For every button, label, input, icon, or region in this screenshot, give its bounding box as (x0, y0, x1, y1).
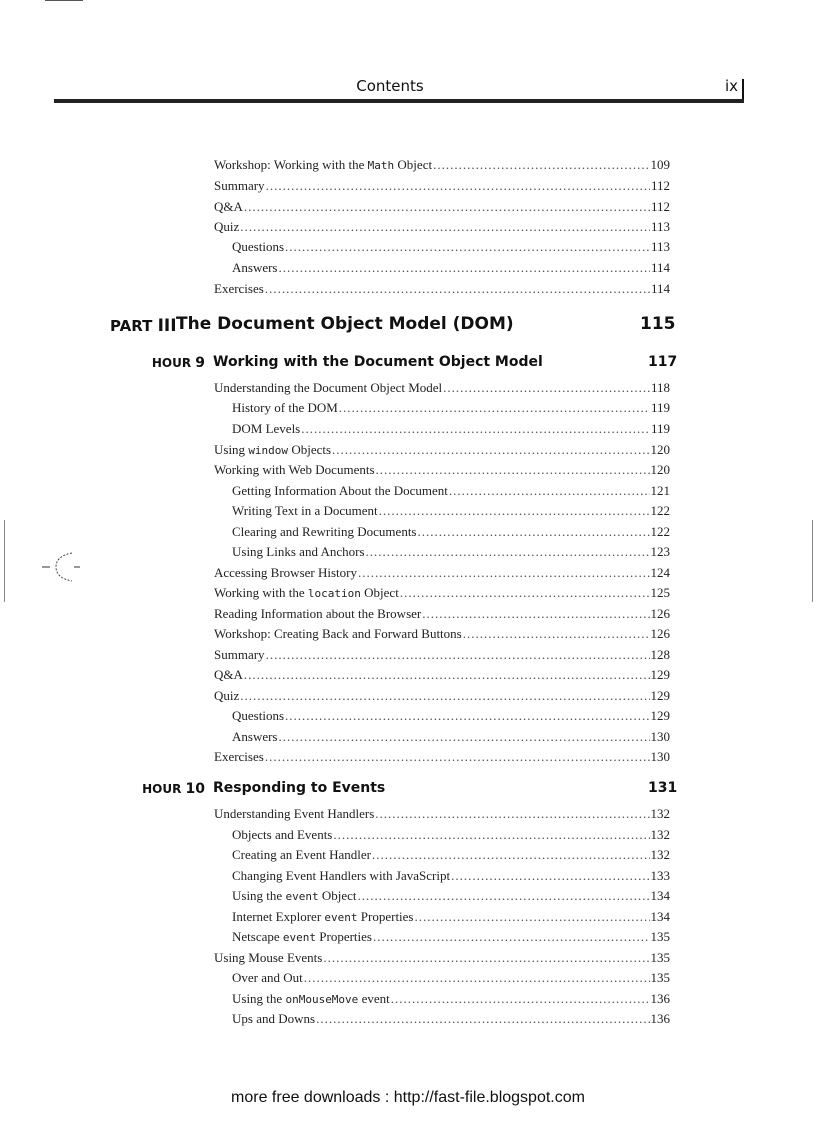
dot-leader (357, 888, 649, 904)
toc-entry-label (232, 847, 371, 863)
part-label (110, 316, 177, 336)
dot-leader (443, 380, 650, 396)
toc-entry[interactable] (232, 991, 670, 1008)
toc-entry-page-number: 130 (650, 749, 670, 764)
part-page-number: 115 (640, 314, 676, 334)
running-header-title: Contents (356, 77, 424, 95)
crop-mark-top (45, 0, 83, 1)
toc-entry-page-number: 122 (650, 503, 670, 518)
toc-entry-text: Workshop: Working with the (214, 157, 368, 172)
toc-entry[interactable] (214, 565, 670, 581)
toc-entry[interactable] (214, 380, 670, 396)
toc-entry-label (232, 991, 390, 1008)
dot-leader (285, 239, 650, 255)
dot-leader (244, 667, 650, 683)
dot-leader (279, 260, 650, 276)
hour-9-label (0, 355, 205, 371)
dot-leader (463, 626, 650, 642)
toc-entry-text: Properties (357, 909, 414, 924)
toc-entry-label (214, 749, 264, 765)
toc-entry[interactable] (232, 544, 670, 560)
toc-entry-page-number: 120 (650, 462, 670, 477)
toc-entry[interactable] (232, 729, 670, 745)
toc-entry-text: Q&A (214, 199, 243, 214)
toc-entry[interactable] (232, 708, 670, 724)
hour-10-label (0, 781, 205, 797)
dot-leader (240, 219, 650, 235)
toc-entry[interactable] (214, 950, 670, 966)
toc-entry-code: onMouseMove (285, 993, 359, 1006)
toc-entry[interactable] (232, 483, 670, 499)
dot-leader (332, 442, 649, 458)
toc-entry-text: Reading Information about the Browser (214, 606, 422, 621)
toc-entry-page-number: 135 (650, 929, 670, 944)
toc-entry-page-number: 119 (650, 400, 670, 415)
toc-entry[interactable] (232, 524, 670, 540)
toc-entry-page-number: 132 (650, 827, 670, 842)
toc-entry-text: Properties (316, 929, 372, 944)
toc-entry[interactable] (214, 281, 670, 297)
toc-entry-page-number: 113 (650, 219, 670, 234)
dot-leader (358, 565, 650, 581)
dot-leader (301, 421, 650, 437)
toc-entry-text: Using the (232, 888, 286, 903)
toc-entry-page-number: 123 (650, 544, 670, 559)
dot-leader (304, 970, 650, 986)
toc-entry[interactable] (214, 585, 670, 602)
toc-entry-text: Summary (214, 178, 265, 193)
toc-entry-page-number: 135 (650, 970, 670, 985)
toc-entry-label (214, 462, 375, 478)
toc-entry[interactable] (214, 749, 670, 765)
toc-entry-text: Answers (232, 729, 278, 744)
header-rule (54, 99, 744, 103)
toc-entry[interactable] (232, 400, 670, 416)
toc-entry-page-number: 125 (650, 585, 670, 600)
toc-entry-text: Using Links and Anchors (232, 544, 365, 559)
dot-leader (266, 178, 650, 194)
toc-entry-label (232, 400, 338, 416)
dot-leader (379, 503, 650, 519)
toc-entry-page-number: 124 (650, 565, 670, 580)
toc-entry-label (214, 219, 239, 235)
toc-entry-page-number: 134 (650, 888, 670, 903)
toc-entry-text: Object (318, 888, 357, 903)
dot-leader (266, 647, 650, 663)
toc-entry-text: Objects (288, 442, 332, 457)
toc-entry-text: Exercises (214, 281, 264, 296)
toc-entry-page-number: 132 (650, 847, 670, 862)
toc-entry-label (232, 868, 450, 884)
toc-entry-label (214, 688, 239, 704)
toc-entry-text: Using (214, 442, 249, 457)
toc-entry-label (232, 421, 300, 437)
toc-entry-text: Q&A (214, 667, 243, 682)
toc-entry-text: Over and Out (232, 970, 303, 985)
dot-leader (279, 729, 650, 745)
toc-entry-text: Using the (232, 991, 286, 1006)
toc-entry-page-number: 126 (650, 606, 670, 621)
dot-leader (418, 524, 650, 540)
toc-entry-page-number: 121 (650, 483, 670, 498)
toc-entry-text: Object (360, 585, 399, 600)
toc-entry-text: Workshop: Creating Back and Forward Buttons (214, 626, 462, 641)
dot-leader (422, 606, 649, 622)
toc-entry-page-number: 114 (650, 260, 670, 275)
toc-entry-code: window (248, 444, 289, 457)
dot-leader (451, 868, 649, 884)
toc-entry[interactable] (232, 260, 670, 276)
toc-entry[interactable] (214, 442, 670, 459)
toc-entry-label (214, 442, 331, 459)
toc-entry-text: Exercises (214, 749, 264, 764)
toc-entry[interactable] (232, 909, 670, 926)
toc-entry-text: Object (394, 157, 433, 172)
toc-entry[interactable] (214, 178, 670, 194)
toc-entry[interactable] (232, 929, 670, 946)
toc-entry-label (232, 524, 417, 540)
hour-10-title[interactable]: Responding to Events (213, 780, 386, 796)
part-number: III (157, 316, 177, 336)
toc-entry-page-number: 118 (650, 380, 670, 395)
dot-leader (323, 950, 649, 966)
toc-entry-label (214, 281, 264, 297)
toc-entry-page-number: 114 (650, 281, 670, 296)
dot-leader (244, 199, 650, 215)
dot-leader (240, 688, 649, 704)
dot-leader (400, 585, 650, 601)
toc-entry[interactable] (214, 157, 670, 174)
part-title[interactable]: The Document Object Model (DOM) (176, 314, 514, 334)
toc-entry-page-number: 129 (650, 667, 670, 682)
toc-entry-text: History of the DOM (232, 400, 338, 415)
toc-entry-label (214, 178, 265, 194)
toc-entry-text: Internet Explorer (232, 909, 325, 924)
dot-leader (339, 400, 650, 416)
toc-entry-label (232, 888, 356, 905)
toc-entry-label (214, 199, 243, 215)
toc-entry-code: location (307, 587, 361, 600)
toc-entry[interactable] (232, 827, 670, 843)
dot-leader (265, 281, 650, 297)
hour-prefix: HOUR (151, 356, 192, 370)
toc-entry-label (214, 806, 374, 822)
dot-leader (449, 483, 650, 499)
toc-entry-label (232, 260, 278, 276)
toc-entry-text: Answers (232, 260, 278, 275)
toc-entry[interactable] (214, 462, 670, 478)
toc-entry-label (214, 667, 243, 683)
toc-entry-text: Creating an Event Handler (232, 847, 371, 862)
toc-entry[interactable] (214, 219, 670, 235)
toc-entry[interactable] (232, 888, 670, 905)
hour-10-page-number: 131 (648, 780, 678, 796)
toc-entry[interactable] (214, 688, 670, 704)
hour-number: 10 (185, 781, 205, 797)
toc-entry-label (232, 929, 372, 946)
toc-entry-text: Questions (232, 239, 284, 254)
toc-entry-label (214, 157, 432, 174)
dot-leader (265, 749, 650, 765)
toc-entry-page-number: 129 (650, 688, 670, 703)
toc-entry-label (232, 970, 303, 986)
toc-entry-page-number: 122 (650, 524, 670, 539)
toc-entry-label (214, 626, 462, 642)
hour-prefix: HOUR (142, 782, 182, 796)
dot-leader (333, 827, 649, 843)
toc-entry-label (214, 647, 265, 663)
toc-entry-page-number: 113 (650, 239, 670, 254)
dot-leader (433, 157, 649, 173)
running-header-page-number: ix (725, 77, 739, 95)
toc-entry[interactable] (214, 199, 670, 215)
toc-entry[interactable] (214, 806, 670, 822)
toc-entry-text: Objects and Events (232, 827, 333, 842)
toc-entry-code: event (282, 931, 317, 944)
toc-entry-page-number: 112 (650, 199, 670, 214)
toc-entry-label (232, 239, 284, 255)
toc-entry-page-number: 136 (650, 991, 670, 1006)
toc-entry[interactable] (214, 606, 670, 622)
toc-entry-text: Getting Information About the Document (232, 483, 448, 498)
dot-leader (375, 806, 649, 822)
toc-entry[interactable] (214, 667, 670, 683)
footer-download-note[interactable]: more free downloads : http://fast-file.blogspot.com (231, 1089, 585, 1106)
toc-entry-text: Netscape (232, 929, 283, 944)
toc-entry-label (214, 606, 421, 622)
toc-entry-page-number: 130 (650, 729, 670, 744)
dot-leader (415, 909, 650, 925)
toc-entry[interactable] (232, 868, 670, 884)
toc-entry-text: Working with the (214, 585, 308, 600)
toc-entry-label (214, 565, 357, 581)
dot-leader (285, 708, 650, 724)
toc-entry-page-number: 119 (650, 421, 670, 436)
toc-entry-code: Math (367, 159, 395, 172)
toc-entry-page-number: 134 (650, 909, 670, 924)
toc-entry[interactable] (214, 647, 670, 663)
toc-entry-code: event (324, 911, 358, 924)
toc-entry-page-number: 126 (650, 626, 670, 641)
toc-entry-code: event (285, 890, 319, 903)
toc-entry-label (232, 729, 278, 745)
toc-entry-text: Quiz (214, 219, 240, 234)
dot-leader (366, 544, 650, 560)
toc-entry-page-number: 128 (650, 647, 670, 662)
toc-entry-text: Summary (214, 647, 265, 662)
toc-entry-label (214, 585, 399, 602)
header-tick-mark (742, 79, 744, 101)
dot-leader (373, 929, 650, 945)
toc-entry-label (232, 483, 448, 499)
toc-entry-label (214, 380, 442, 396)
toc-entry-text: Using Mouse Events (214, 950, 323, 965)
dot-leader (372, 847, 650, 863)
toc-entry-text: Quiz (214, 688, 240, 703)
toc-entry-text: Working with Web Documents (214, 462, 375, 477)
toc-entry-page-number: 120 (650, 442, 670, 457)
toc-entry-label (232, 503, 378, 519)
toc-entry-label (232, 1011, 315, 1027)
toc-entry[interactable] (214, 626, 670, 642)
toc-entry-text: Understanding Event Handlers (214, 806, 375, 821)
toc-entry-page-number: 133 (650, 868, 670, 883)
toc-entry-label (232, 544, 365, 560)
toc-entry-text: Accessing Browser History (214, 565, 357, 580)
toc-entry-label (232, 708, 284, 724)
toc-entry-page-number: 132 (650, 806, 670, 821)
toc-entry-text: Understanding the Document Object Model (214, 380, 443, 395)
dot-leader (316, 1011, 649, 1027)
toc-entry-page-number: 136 (650, 1011, 670, 1026)
hour-9-title[interactable]: Working with the Document Object Model (213, 354, 543, 370)
toc-entry-label (232, 827, 332, 843)
right-margin-line (812, 520, 813, 602)
toc-entry-text: Clearing and Rewriting Documents (232, 524, 417, 539)
toc-entry-page-number: 135 (650, 950, 670, 965)
hour-9-page-number: 117 (648, 354, 678, 370)
toc-entry-label (214, 950, 322, 966)
toc-entry-text: Questions (232, 708, 284, 723)
toc-entry-text: Writing Text in a Document (232, 503, 378, 518)
toc-entry-text: Ups and Downs (232, 1011, 316, 1026)
dot-leader (376, 462, 650, 478)
part-prefix: PART (110, 317, 153, 335)
registration-mark-icon (0, 520, 90, 600)
toc-entry-page-number: 112 (650, 178, 670, 193)
hour-number: 9 (195, 355, 205, 371)
toc-entry[interactable] (232, 503, 670, 519)
toc-entry-text: Changing Event Handlers with JavaScript (232, 868, 451, 883)
toc-entry[interactable] (232, 1011, 670, 1027)
toc-entry-text: event (358, 991, 390, 1006)
toc-entry-page-number: 129 (650, 708, 670, 723)
toc-entry[interactable] (232, 239, 670, 255)
toc-entry-label (232, 909, 414, 926)
toc-entry[interactable] (232, 421, 670, 437)
toc-entry[interactable] (232, 847, 670, 863)
toc-entry[interactable] (232, 970, 670, 986)
toc-entry-text: DOM Levels (232, 421, 301, 436)
toc-entry-page-number: 109 (650, 157, 670, 172)
dot-leader (391, 991, 650, 1007)
